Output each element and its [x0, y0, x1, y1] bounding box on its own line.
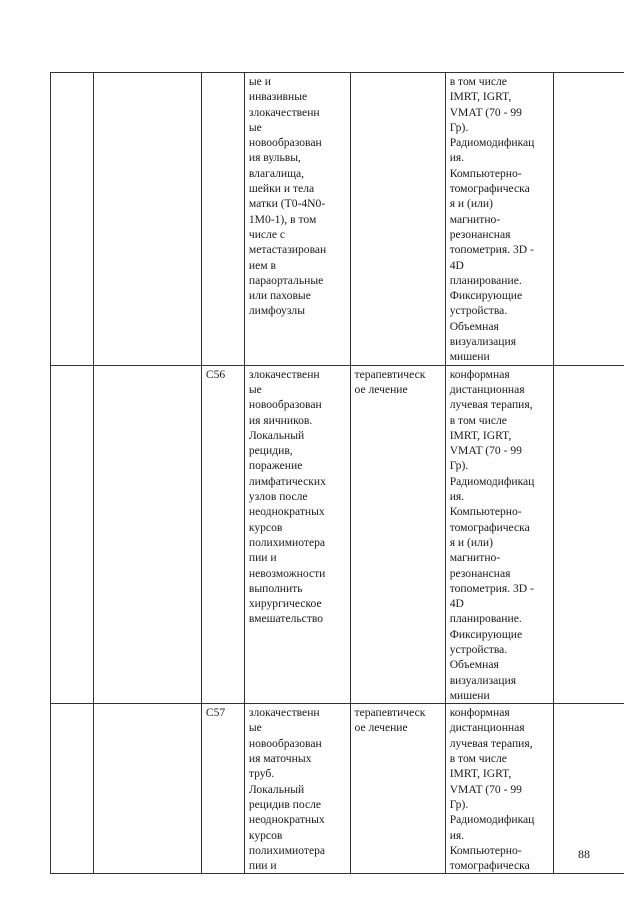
diagnosis-cell: злокачественн ые новообразован ия маточных труб. Локальный рецидив после неоднократных курсов полихимиотера пии и — [244, 704, 350, 874]
treatment-type-cell: терапевтическ ое лечение — [350, 365, 445, 704]
row-number-cell — [51, 365, 94, 704]
treatment-method-cell: конформная дистанционная лучевая терапия, в том числе IMRT, IGRT, VMAT (70 - 99 Гр). Радиомодификац ия. Компьютерно- томографическа я и (или) магнитно- резонансная топометрия. 3D - 4D планирование. Фиксирующие устройства. Объемная визуализация мишени — [445, 365, 553, 704]
cost-cell — [553, 365, 624, 704]
care-type-cell — [93, 704, 201, 874]
page-number: 88 — [578, 847, 590, 861]
diagnosis-cell: ые и инвазивные злокачественн ые новообразован ия вульвы, влагалища, шейки и тела матки (T0-4N0- 1M0-1), в том числе с метастазирован ием в параортальные или паховые лимфоузлы — [244, 73, 350, 366]
treatment-type-cell — [350, 73, 445, 366]
care-type-cell — [93, 73, 201, 366]
icd-code-cell: C57 — [201, 704, 244, 874]
row-number-cell — [51, 704, 94, 874]
medical-care-table — [50, 72, 624, 874]
table-row — [51, 704, 625, 874]
cost-cell — [553, 73, 624, 366]
table-row — [51, 365, 625, 704]
diagnosis-cell: злокачественн ые новообразован ия яичников. Локальный рецидив, поражение лимфатических узлов после неоднократных курсов полихимиотера пии и невозможности выполнить хирургическое вмешательство — [244, 365, 350, 704]
treatment-method-cell: конформная дистанционная лучевая терапия, в том числе IMRT, IGRT, VMAT (70 - 99 Гр). Радиомодификац ия. Компьютерно- томографическа — [445, 704, 553, 874]
treatment-type-cell: терапевтическ ое лечение — [350, 704, 445, 874]
treatment-method-cell: в том числе IMRT, IGRT, VMAT (70 - 99 Гр). Радиомодификац ия. Компьютерно- томографическа я и (или) магнитно- резонансная топометрия. 3D - 4D планирование. Фиксирующие устройства. Объемная визуализация мишени — [445, 73, 553, 366]
table-row — [51, 73, 625, 366]
care-type-cell — [93, 365, 201, 704]
row-number-cell — [51, 73, 94, 366]
icd-code-cell — [201, 73, 244, 366]
icd-code-cell: C56 — [201, 365, 244, 704]
